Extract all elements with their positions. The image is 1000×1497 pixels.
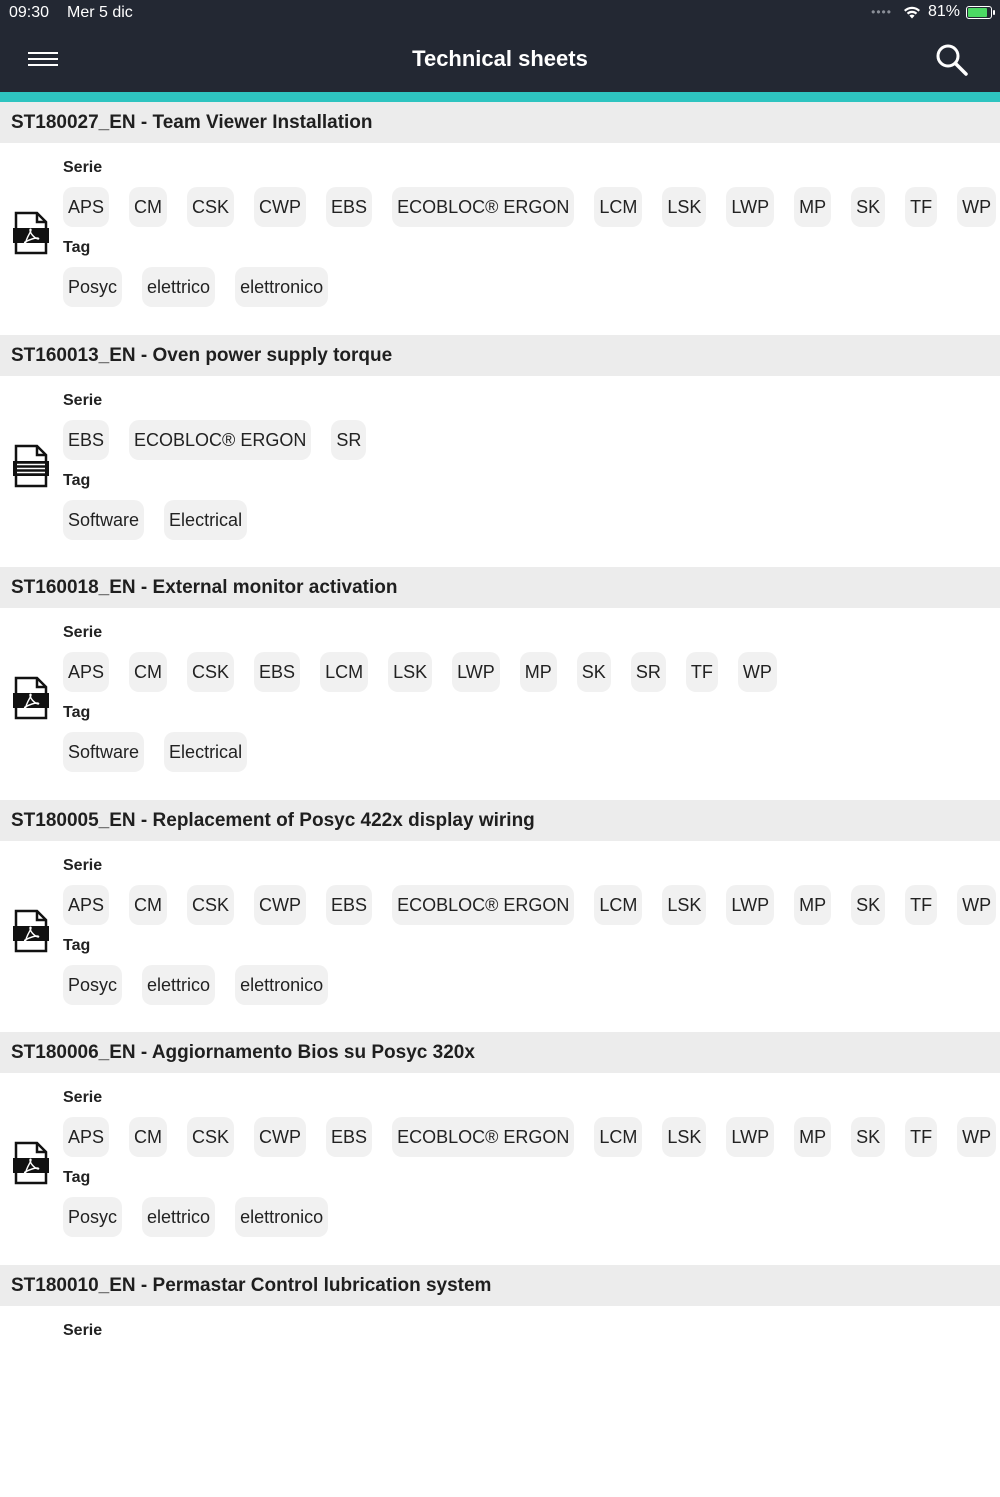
- sheet-title[interactable]: ST180027_EN - Team Viewer Installation: [0, 102, 1000, 143]
- status-bar: [0, 0, 1000, 28]
- serie-chip[interactable]: EBS: [63, 420, 109, 460]
- serie-chip[interactable]: LWP: [726, 187, 774, 227]
- sheet-title[interactable]: ST160013_EN - Oven power supply torque: [0, 335, 1000, 376]
- tag-label: Tag: [63, 704, 90, 722]
- serie-chip[interactable]: EBS: [326, 1117, 372, 1157]
- sheet-title[interactable]: ST160018_EN - External monitor activation: [0, 567, 1000, 608]
- tag-chip[interactable]: Posyc: [63, 965, 122, 1005]
- serie-chip[interactable]: ECOBLOC® ERGON: [392, 885, 574, 925]
- serie-chip[interactable]: CSK: [187, 652, 234, 692]
- serie-chip[interactable]: MP: [794, 1117, 831, 1157]
- serie-chips: [63, 420, 366, 460]
- serie-chip[interactable]: LCM: [594, 187, 642, 227]
- serie-chip[interactable]: LCM: [594, 885, 642, 925]
- sheet-title[interactable]: ST180006_EN - Aggiornamento Bios su Posyc 320x: [0, 1032, 1000, 1073]
- tag-chips: [63, 732, 247, 772]
- serie-chip[interactable]: APS: [63, 187, 109, 227]
- serie-chip[interactable]: SK: [851, 187, 885, 227]
- serie-chip[interactable]: CSK: [187, 187, 234, 227]
- sheet-item[interactable]: [0, 102, 1000, 335]
- tag-chip[interactable]: Posyc: [63, 267, 122, 307]
- tag-label: Tag: [63, 239, 90, 257]
- serie-chip[interactable]: MP: [794, 187, 831, 227]
- serie-chip[interactable]: WP: [957, 885, 996, 925]
- serie-label: Serie: [63, 392, 102, 410]
- serie-chip[interactable]: CSK: [187, 1117, 234, 1157]
- tag-chip[interactable]: elettronico: [235, 1197, 328, 1237]
- search-icon[interactable]: [934, 42, 970, 78]
- serie-chip[interactable]: CM: [129, 1117, 167, 1157]
- signal-dots-icon: ••••: [871, 5, 892, 19]
- tag-chip[interactable]: elettrico: [142, 267, 215, 307]
- sheet-item[interactable]: [0, 1032, 1000, 1265]
- tag-label: Tag: [63, 937, 90, 955]
- sheet-title[interactable]: ST180010_EN - Permastar Control lubrication system: [0, 1265, 1000, 1306]
- serie-chip[interactable]: WP: [957, 1117, 996, 1157]
- header-accent-bar: [0, 92, 1000, 102]
- serie-chips: [63, 187, 996, 227]
- serie-chip[interactable]: ECOBLOC® ERGON: [392, 1117, 574, 1157]
- tag-label: Tag: [63, 1169, 90, 1187]
- serie-chip[interactable]: CSK: [187, 885, 234, 925]
- serie-chip[interactable]: WP: [738, 652, 777, 692]
- serie-chip[interactable]: LWP: [726, 885, 774, 925]
- serie-chip[interactable]: SK: [851, 1117, 885, 1157]
- serie-chip[interactable]: SR: [331, 420, 366, 460]
- tag-chip[interactable]: Posyc: [63, 1197, 122, 1237]
- tag-chips: [63, 500, 247, 540]
- serie-chip[interactable]: EBS: [326, 885, 372, 925]
- serie-chip[interactable]: ECOBLOC® ERGON: [129, 420, 311, 460]
- serie-chip[interactable]: LWP: [726, 1117, 774, 1157]
- serie-chips: [63, 885, 996, 925]
- status-indicators: [871, 3, 992, 21]
- sheet-item[interactable]: [0, 567, 1000, 800]
- serie-chip[interactable]: LSK: [662, 885, 706, 925]
- serie-chips: [63, 1117, 996, 1157]
- pdf-icon[interactable]: [13, 211, 49, 255]
- serie-label: Serie: [63, 159, 102, 177]
- tag-chip[interactable]: elettrico: [142, 965, 215, 1005]
- serie-chip[interactable]: CWP: [254, 1117, 306, 1157]
- tag-chips: [63, 1197, 328, 1237]
- serie-chips: [63, 652, 777, 692]
- tag-chip[interactable]: elettronico: [235, 267, 328, 307]
- wifi-icon: [902, 4, 922, 20]
- serie-label: Serie: [63, 624, 102, 642]
- serie-chip[interactable]: LSK: [662, 187, 706, 227]
- sheet-item[interactable]: [0, 800, 1000, 1033]
- serie-chip[interactable]: CM: [129, 885, 167, 925]
- app-header: [0, 28, 1000, 92]
- serie-chip[interactable]: WP: [957, 187, 996, 227]
- serie-chip[interactable]: LSK: [662, 1117, 706, 1157]
- document-icon[interactable]: [13, 444, 49, 488]
- tag-chip[interactable]: Electrical: [164, 732, 247, 772]
- serie-chip[interactable]: MP: [794, 885, 831, 925]
- serie-chip[interactable]: LWP: [452, 652, 500, 692]
- serie-chip[interactable]: ECOBLOC® ERGON: [392, 187, 574, 227]
- serie-chip[interactable]: TF: [686, 652, 718, 692]
- sheet-item[interactable]: [0, 335, 1000, 568]
- serie-chip[interactable]: SK: [577, 652, 611, 692]
- serie-label: Serie: [63, 857, 102, 875]
- pdf-icon[interactable]: [13, 676, 49, 720]
- sheet-title[interactable]: ST180005_EN - Replacement of Posyc 422x display wiring: [0, 800, 1000, 841]
- serie-label: Serie: [63, 1322, 102, 1340]
- serie-chip[interactable]: APS: [63, 652, 109, 692]
- sheet-item[interactable]: [0, 1265, 1000, 1497]
- technical-sheets-list: [0, 102, 1000, 1497]
- serie-chip[interactable]: CWP: [254, 885, 306, 925]
- tag-chip[interactable]: Software: [63, 500, 144, 540]
- serie-chip[interactable]: APS: [63, 1117, 109, 1157]
- serie-label: Serie: [63, 1089, 102, 1107]
- serie-chip[interactable]: EBS: [326, 187, 372, 227]
- serie-chip[interactable]: CM: [129, 652, 167, 692]
- serie-chip[interactable]: SR: [631, 652, 666, 692]
- status-date: Mer 5 dic: [67, 4, 133, 22]
- tag-label: Tag: [63, 472, 90, 490]
- battery-icon: [966, 6, 992, 19]
- tag-chip[interactable]: elettronico: [235, 965, 328, 1005]
- serie-chip[interactable]: TF: [905, 1117, 937, 1157]
- page-title: Technical sheets: [0, 46, 1000, 72]
- tag-chip[interactable]: Software: [63, 732, 144, 772]
- battery-percent: 81%: [928, 3, 960, 21]
- serie-chip[interactable]: MP: [520, 652, 557, 692]
- tag-chips: [63, 965, 328, 1005]
- serie-chip[interactable]: TF: [905, 885, 937, 925]
- serie-chip[interactable]: SK: [851, 885, 885, 925]
- status-time: 09:30: [9, 4, 49, 22]
- tag-chips: [63, 267, 328, 307]
- serie-chip[interactable]: LSK: [388, 652, 432, 692]
- tag-chip[interactable]: elettrico: [142, 1197, 215, 1237]
- serie-chip[interactable]: LCM: [594, 1117, 642, 1157]
- serie-chip[interactable]: TF: [905, 187, 937, 227]
- serie-chip[interactable]: EBS: [254, 652, 300, 692]
- serie-chip[interactable]: LCM: [320, 652, 368, 692]
- pdf-icon[interactable]: [13, 909, 49, 953]
- pdf-icon[interactable]: [13, 1141, 49, 1185]
- serie-chip[interactable]: CM: [129, 187, 167, 227]
- tag-chip[interactable]: Electrical: [164, 500, 247, 540]
- serie-chip[interactable]: APS: [63, 885, 109, 925]
- serie-chip[interactable]: CWP: [254, 187, 306, 227]
